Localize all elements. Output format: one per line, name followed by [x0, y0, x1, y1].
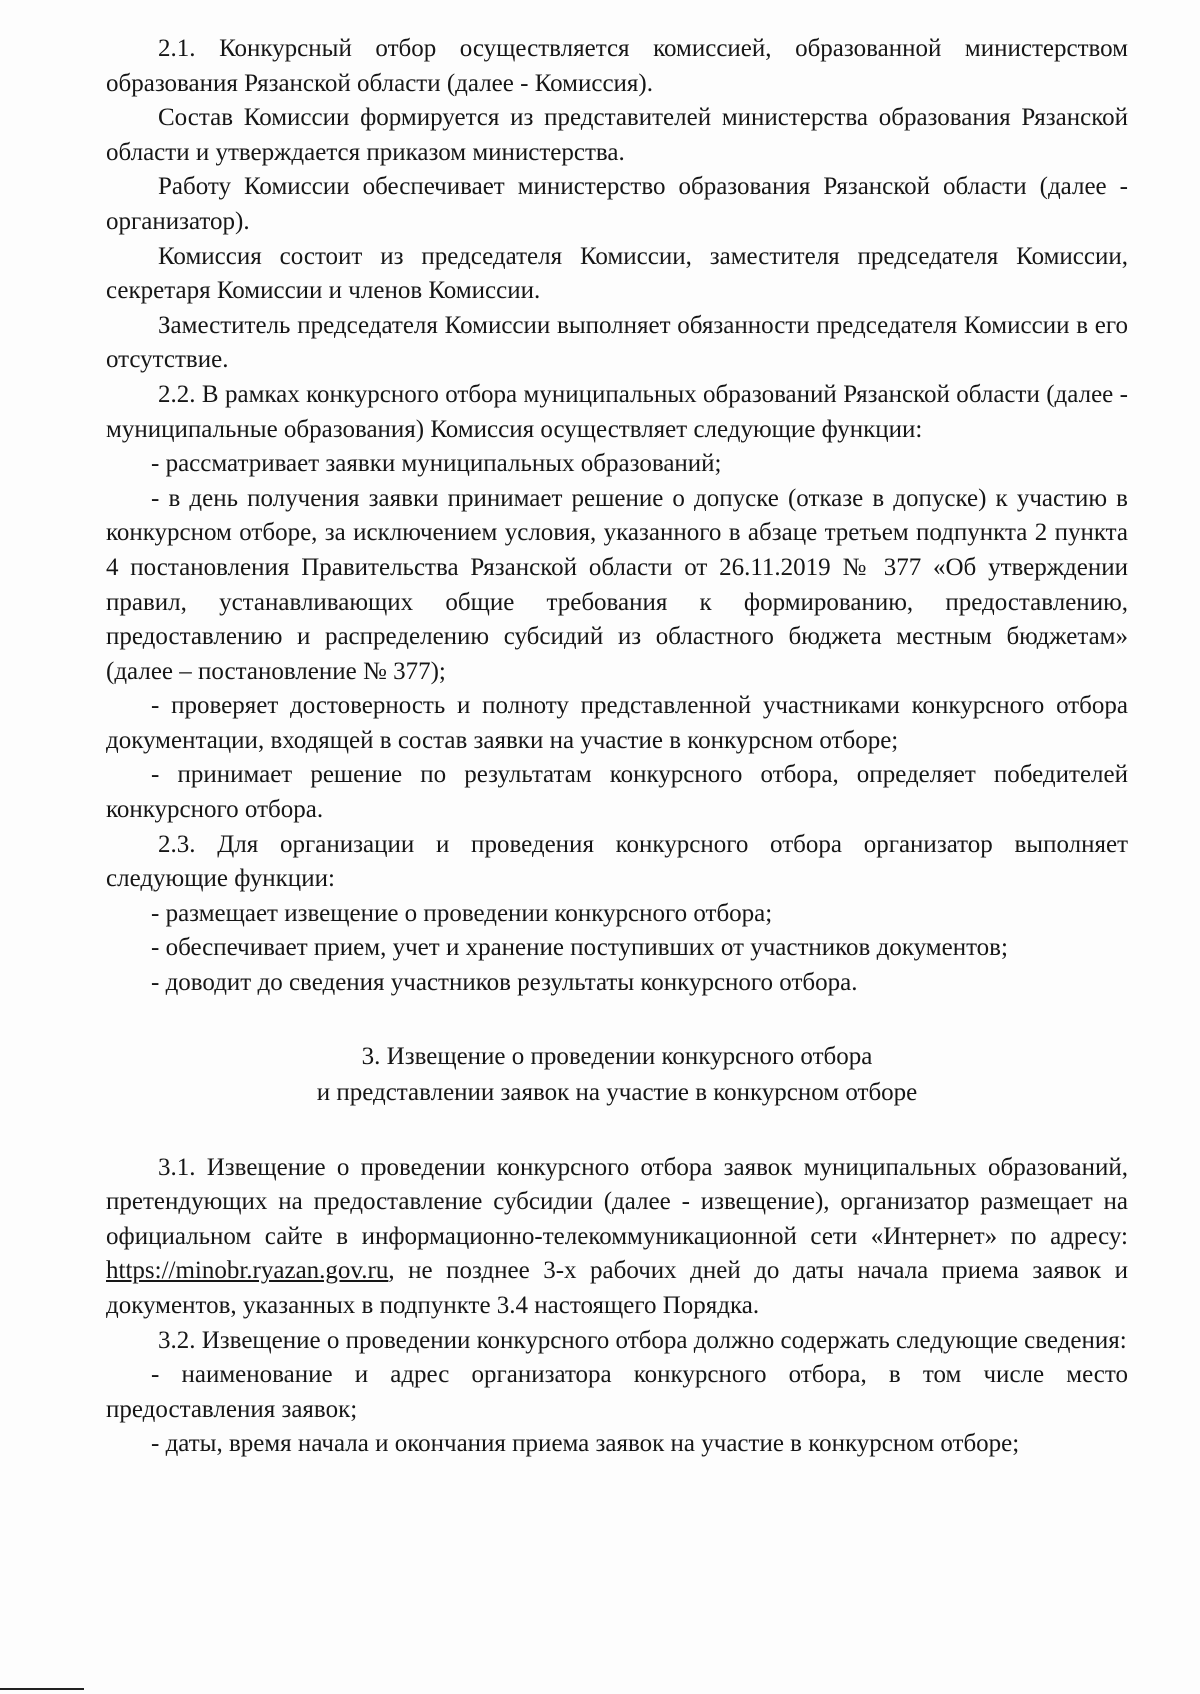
- list-item: - размещает извещение о проведении конкурсного отбора;: [151, 899, 773, 927]
- section-3-heading-line-2: и представлении заявок на участие в конкурсном отборе: [316, 1078, 918, 1106]
- section-3-heading-line-1: 3. Извещение о проведении конкурсного отбора: [361, 1042, 873, 1070]
- list-item: - доводит до сведения участников результаты конкурсного отбора.: [151, 969, 858, 997]
- paragraph-3-1-text-start: 3.1. Извещение о проведении конкурсного отбора заявок муниципальных образований, претендующих на предоставление субсидии (далее - извещение), организатор размещает на официальном сайте в информационно-телекоммуникационной сети «Интернет» по адресу:: [106, 1153, 1128, 1250]
- document-body: [106, 32, 1128, 1462]
- paragraph-2-1: 2.1. Конкурсный отбор осуществляется комиссией, образованной министерством образования Рязанской области (далее - Комиссия).: [106, 35, 1128, 97]
- list-item: - проверяет достоверность и полноту представленной участниками конкурсного отбора документации, входящей в состав заявки на участие в конкурсном отборе;: [106, 692, 1128, 754]
- paragraph-commission-composition: Состав Комиссии формируется из представителей министерства образования Рязанской области и утверждается приказом министерства.: [106, 104, 1128, 166]
- section-3-heading: [106, 1039, 1128, 1111]
- list-item: - обеспечивает прием, учет и хранение поступивших от участников документов;: [151, 934, 1008, 962]
- ministry-website-link[interactable]: https://minobr.ryazan.gov.ru: [106, 1257, 389, 1285]
- paragraph-3-1-text-end: , не позднее 3-х рабочих дней до даты начала приема заявок и документов, указанных в подпункте 3.4 настоящего Порядка.: [106, 1257, 1128, 1319]
- list-item: - даты, время начала и окончания приема заявок на участие в конкурсном отборе;: [151, 1430, 1020, 1458]
- paragraph-2-3: 2.3. Для организации и проведения конкурсного отбора организатор выполняет следующие функции:: [106, 830, 1128, 893]
- paragraph-commission-work: Работу Комиссии обеспечивает министерство образования Рязанской области (далее - организатор).: [106, 173, 1128, 235]
- paragraph-2-2: 2.2. В рамках конкурсного отбора муниципальных образований Рязанской области (далее - муниципальные образования) Комиссия осуществляет следующие функции:: [106, 380, 1128, 443]
- paragraph-commission-members: Комиссия состоит из председателя Комиссии, заместителя председателя Комиссии, секретаря Комиссии и членов Комиссии.: [106, 242, 1128, 305]
- list-item: - в день получения заявки принимает решение о допуске (отказе в допуске) к участию в конкурсном отборе, за исключением условия, указанного в абзаце третьем подпункта 2 пункта 4 постановления Правительства Рязанской области от 26.11.2019 № 377 «Об утверждении правил, устанавливающих общие требования к формированию, предоставлению, предоставлению и распределению субсидий из областного бюджета местным бюджетам» (далее – постановление № 377);: [106, 484, 1128, 685]
- list-item: - наименование и адрес организатора конкурсного отбора, в том числе место предоставления заявок;: [106, 1361, 1128, 1423]
- footnote-separator-line: [0, 1688, 84, 1690]
- paragraph-3-2: 3.2. Извещение о проведении конкурсного отбора должно содержать следующие сведения:: [158, 1326, 1127, 1354]
- list-item: - рассматривает заявки муниципальных образований;: [151, 450, 722, 478]
- paragraph-deputy-chair: Заместитель председателя Комиссии выполняет обязанности председателя Комиссии в его отсутствие.: [106, 311, 1128, 374]
- paragraph-3-1: [106, 1151, 1128, 1324]
- list-item: - принимает решение по результатам конкурсного отбора, определяет победителей конкурсного отбора.: [106, 761, 1128, 824]
